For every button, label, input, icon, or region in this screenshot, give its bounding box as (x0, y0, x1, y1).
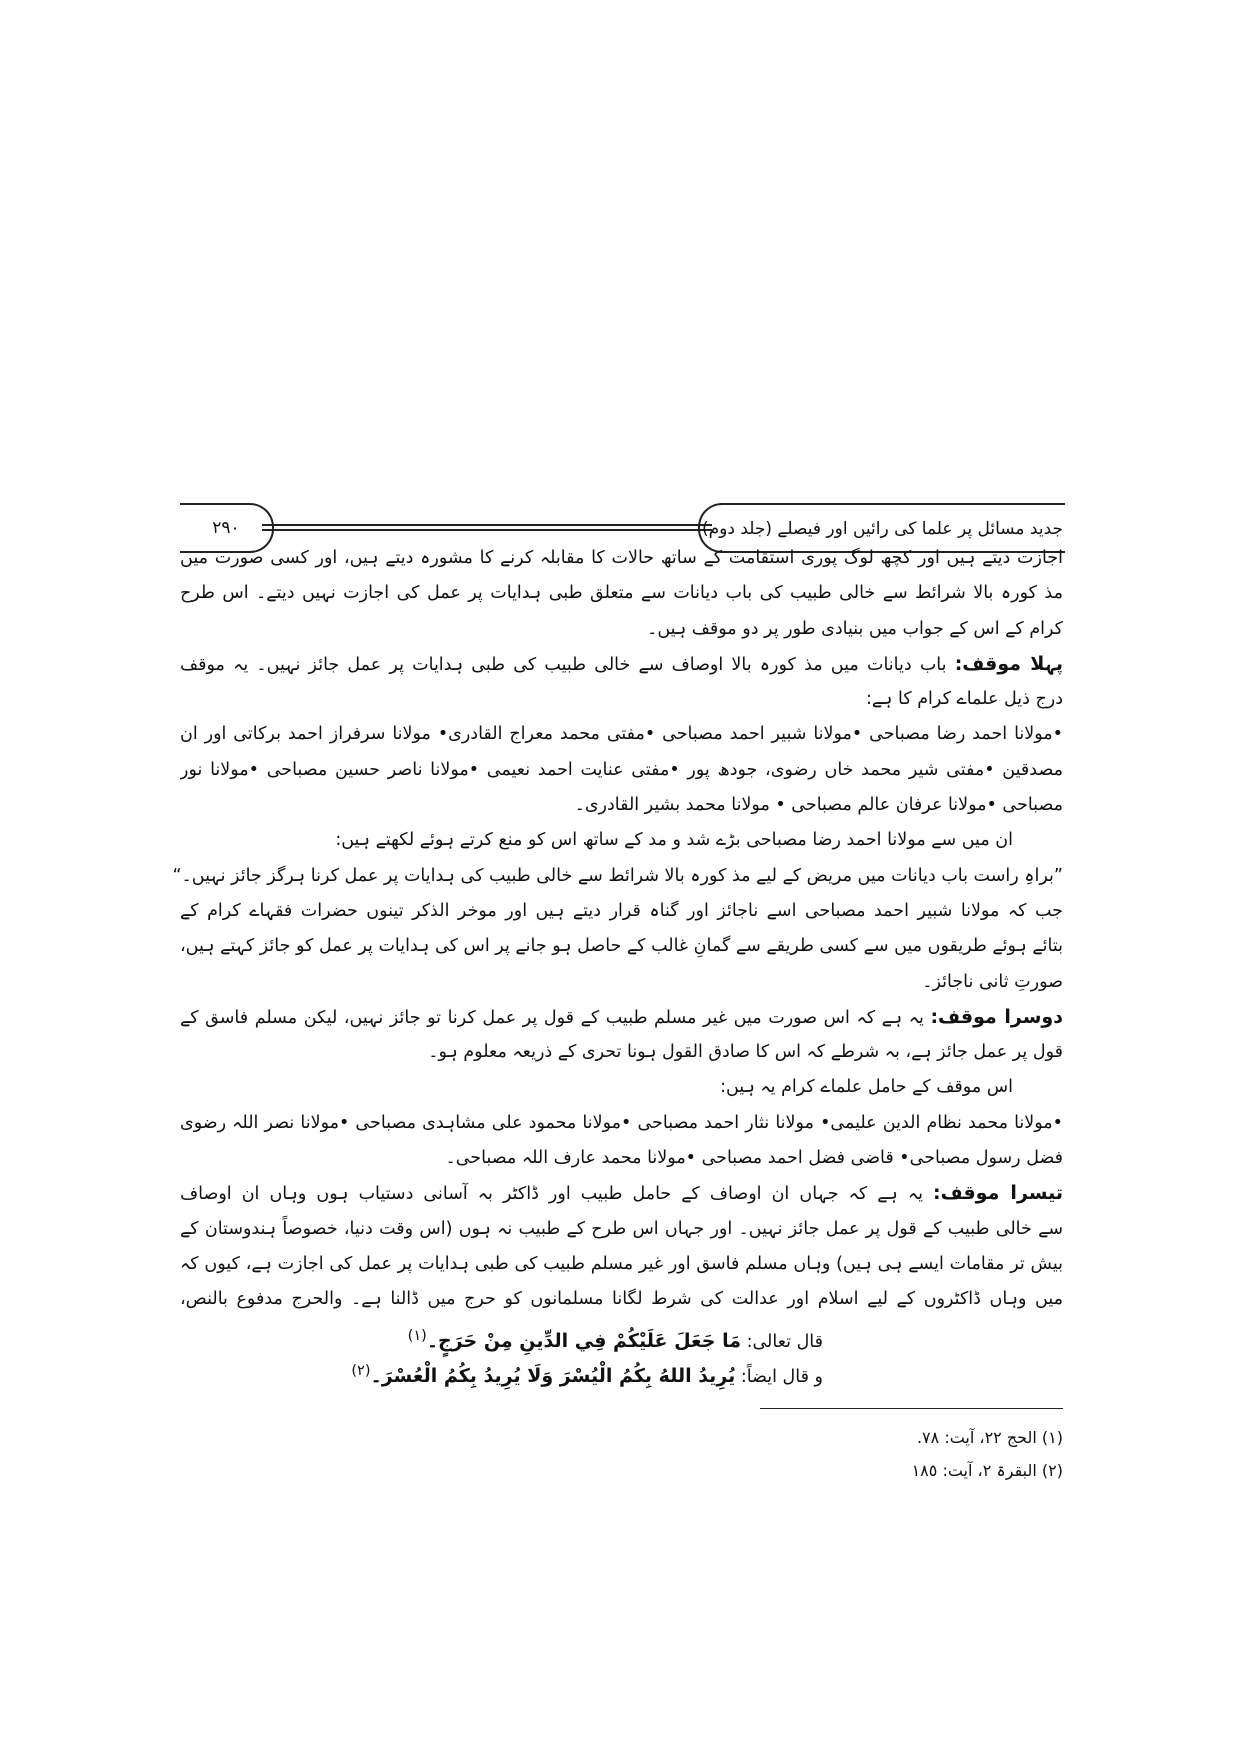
section-second-position (180, 1000, 1063, 1035)
text-span: و قال ایضاً: (740, 1366, 823, 1387)
text-line: بیش تر مقامات ایسے ہی ہیں) وہاں مسلم فاسق اور غیر مسلم طبیب کی طبی ہدایات پر عمل کی اجازت ہے، کیوں کہ (180, 1253, 1063, 1274)
text-span: یہ ہے کہ جہاں ان اوصاف کے حامل طبیب اور ڈاکٹر بہ آسانی دستیاب ہوں وہاں ان اوصاف (180, 1184, 923, 1205)
quran-quote (180, 1318, 1063, 1353)
page-number-text: ٢٩٠ (212, 518, 240, 538)
text-line: اس موقف کے حامل علماے کرام یہ ہیں: (720, 1077, 1013, 1098)
header-rule (262, 524, 712, 526)
verse: يُرِيدُ اللهُ بِكُمُ الْيُسْرَ وَلَا يُرِيدُ بِكُمُ الْعُسْرَ۔ (370, 1364, 736, 1387)
quran-quote (180, 1353, 1063, 1388)
text-line: ان میں سے مولانا احمد رضا مصباحی بڑے شد و مد کے ساتھ اس کو منع کرتے ہوئے لکھتے ہیں: (335, 830, 1013, 851)
scholar-list-line: •مولانا محمد نظام الدین علیمی• مولانا نثار احمد مصباحی •مولانا محمود علی مشاہدی مصباحی •مولانا نصر اللہ رضوی (180, 1112, 1063, 1133)
footnote: (٢) البقرۃ ٢، آیت: ١٨٥ (911, 1461, 1063, 1480)
header-rule (262, 529, 712, 531)
section-heading: دوسرا موقف: (930, 1005, 1063, 1028)
text-line: صورتِ ثانی ناجائز۔ (922, 971, 1063, 992)
section-heading: تیسرا موقف: (933, 1182, 1063, 1205)
text-span: باب دیانات میں مذ کورہ بالا اوصاف سے خالی طبیب کی طبی ہدایات پر عمل جائز نہیں۔ یہ موقف (180, 654, 947, 675)
text-span: یہ ہے کہ اس صورت میں غیر مسلم طبیب کے قول پر عمل کرنا تو جائز نہیں، لیکن مسلم فاسق کے (180, 1007, 924, 1028)
section-third-position (180, 1176, 1063, 1211)
scholar-list-line: •مولانا احمد رضا مصباحی •مولانا شبیر احمد مصباحی •مفتی محمد معراج القادری• مولانا سرفراز احمد برکاتی اور ان (180, 724, 1063, 745)
text-line: جب کہ مولانا شبیر احمد مصباحی اسے ناجائز اور گناہ قرار دیتے ہیں اور موخر الذکر تینوں حضرات فقہاے کرام کے (180, 900, 1063, 921)
section-heading: پہلا موقف: (954, 652, 1063, 675)
text-line: مذ کورہ بالا شرائط سے خالی طبیب کی باب دیانات سے متعلق طبی ہدایات پر عمل کی اجازت نہیں دیتے۔ اس طرح (180, 583, 1063, 604)
page-body (172, 541, 1063, 1388)
verse: مَا جَعَلَ عَلَيْكُمْ فِي الدِّينِ مِنْ حَرَجٍ۔ (426, 1329, 741, 1352)
section-first-position (180, 647, 1063, 682)
scholar-list-line: مصدقین •مفتی شیر محمد خاں رضوی، جودھ پور •مفتی عنایت احمد نعیمی •مولانا ناصر حسین مصباحی •مولانا نور (180, 759, 1063, 780)
quotation: ”براہِ راست باب دیانات میں مریض کے لیے مذ کورہ بالا شرائط سے خالی طبیب کی ہدایات پر عمل کرنا ہرگز جائز نہیں۔“ (172, 865, 1063, 886)
text-line: اجازت دیتے ہیں اور کچھ لوگ پوری استقامت کے ساتھ حالات کا مقابلہ کرنے کا مشورہ دیتے ہیں، اور کسی صورت میں (180, 548, 1063, 568)
text-line: کرام کے اس کے جواب میں بنیادی طور پر دو موقف ہیں۔ (647, 618, 1063, 639)
footnote-ref[interactable]: (١) (407, 1326, 427, 1344)
scholar-list-line: مصباحی •مولانا عرفان عالم مصباحی • مولانا محمد بشیر القادری۔ (574, 795, 1063, 816)
running-title-text: جدید مسائل پر علما کی رائیں اور فیصلے (جلد دوم) (701, 518, 1064, 539)
footnote-ref[interactable]: (٢) (351, 1361, 371, 1379)
text-line: درج ذیل علماے کرام کا ہے: (866, 689, 1063, 710)
footnote: (١) الحج ٢٢، آیت: ٧٨. (916, 1428, 1063, 1447)
text-span: قال تعالی: (746, 1331, 823, 1352)
text-line: سے خالی طبیب کے قول پر عمل جائز نہیں۔ اور جہاں اس طرح کے طبیب نہ ہوں (اس وقت دنیا، خصوصاً ہندوستان کے (180, 1218, 1063, 1239)
scholar-list-line: فضل رسول مصباحی• قاضی فضل احمد مصباحی •مولانا محمد عارف اللہ مصباحی۔ (445, 1148, 1063, 1169)
text-line: میں وہاں ڈاکٹروں کے لیے اسلام اور عدالت کی شرط لگانا مسلمانوں کو حرج میں ڈالنا ہے۔ والحرج مدفوع بالنص، (180, 1289, 1063, 1310)
footnote-rule (760, 1408, 1063, 1409)
text-line: بتائے ہوئے طریقوں میں سے کسی طریقے سے گمانِ غالب کے حاصل ہو جانے پر اس کی ہدایات پر عمل کو جائز کہتے ہیں، (180, 936, 1063, 957)
text-line: قول پر عمل جائز ہے، بہ شرطے کہ اس کا صادق القول ہونا تحری کے ذریعہ معلوم ہو۔ (428, 1042, 1063, 1063)
